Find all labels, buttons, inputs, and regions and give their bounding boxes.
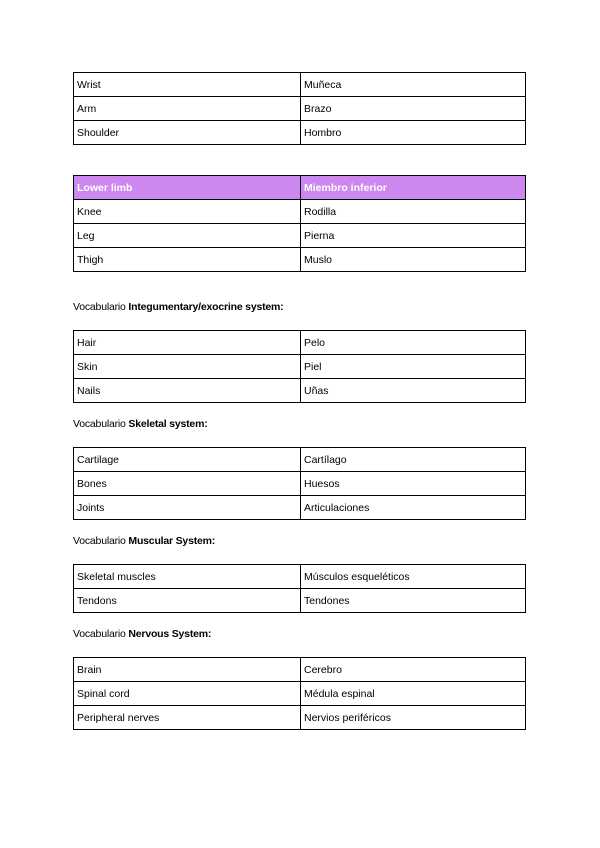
upper-limb-table: [73, 72, 526, 145]
english-term: Wrist: [74, 73, 301, 97]
heading-title: Nervous System:: [128, 628, 212, 640]
heading-title: Muscular System:: [128, 535, 216, 547]
spanish-term: Muslo: [301, 248, 526, 272]
spanish-term: Nervios periféricos: [301, 706, 526, 730]
section-heading-skeletal: [73, 418, 208, 430]
table-row: [74, 682, 526, 706]
table-row: [74, 706, 526, 730]
spanish-term: Hombro: [301, 121, 526, 145]
heading-prefix: Vocabulario: [73, 301, 126, 313]
table-row: [74, 448, 526, 472]
table-row: [74, 496, 526, 520]
english-term: Brain: [74, 658, 301, 682]
muscular-table: [73, 564, 526, 613]
english-term: Leg: [74, 224, 301, 248]
section-heading-nervous: [73, 628, 211, 640]
english-term: Arm: [74, 97, 301, 121]
table-row: [74, 73, 526, 97]
table-row: [74, 331, 526, 355]
section-heading-muscular: [73, 535, 215, 547]
table-row: [74, 248, 526, 272]
spanish-term: Pelo: [301, 331, 526, 355]
english-term: Nails: [74, 379, 301, 403]
table-row: [74, 658, 526, 682]
spanish-term: Tendones: [301, 589, 526, 613]
spanish-term: Pierna: [301, 224, 526, 248]
spanish-term: Médula espinal: [301, 682, 526, 706]
lower-limb-table: [73, 175, 526, 272]
heading-prefix: Vocabulario: [73, 418, 126, 430]
english-term: Thigh: [74, 248, 301, 272]
heading-prefix: Vocabulario: [73, 535, 126, 547]
heading-prefix: Vocabulario: [73, 628, 126, 640]
table-row: [74, 379, 526, 403]
table-row: [74, 200, 526, 224]
english-term: Shoulder: [74, 121, 301, 145]
spanish-term: Cartílago: [301, 448, 526, 472]
header-english: Lower limb: [74, 176, 301, 200]
spanish-term: Piel: [301, 355, 526, 379]
spanish-term: Cerebro: [301, 658, 526, 682]
table-row: [74, 472, 526, 496]
table-row: [74, 565, 526, 589]
english-term: Peripheral nerves: [74, 706, 301, 730]
nervous-table: [73, 657, 526, 730]
english-term: Hair: [74, 331, 301, 355]
spanish-term: Rodilla: [301, 200, 526, 224]
skeletal-table: [73, 447, 526, 520]
english-term: Cartilage: [74, 448, 301, 472]
heading-title: Integumentary/exocrine system:: [128, 301, 284, 313]
english-term: Tendons: [74, 589, 301, 613]
table-row: [74, 121, 526, 145]
table-row: [74, 355, 526, 379]
spanish-term: Músculos esqueléticos: [301, 565, 526, 589]
english-term: Knee: [74, 200, 301, 224]
spanish-term: Muñeca: [301, 73, 526, 97]
spanish-term: Huesos: [301, 472, 526, 496]
heading-title: Skeletal system:: [128, 418, 208, 430]
table-row: [74, 97, 526, 121]
spanish-term: Uñas: [301, 379, 526, 403]
section-heading-integumentary: [73, 301, 283, 313]
table-header-row: [74, 176, 526, 200]
table-row: [74, 224, 526, 248]
english-term: Skeletal muscles: [74, 565, 301, 589]
spanish-term: Articulaciones: [301, 496, 526, 520]
header-spanish: Miembro inferior: [301, 176, 526, 200]
english-term: Joints: [74, 496, 301, 520]
english-term: Spinal cord: [74, 682, 301, 706]
spanish-term: Brazo: [301, 97, 526, 121]
english-term: Bones: [74, 472, 301, 496]
table-row: [74, 589, 526, 613]
english-term: Skin: [74, 355, 301, 379]
integumentary-table: [73, 330, 526, 403]
